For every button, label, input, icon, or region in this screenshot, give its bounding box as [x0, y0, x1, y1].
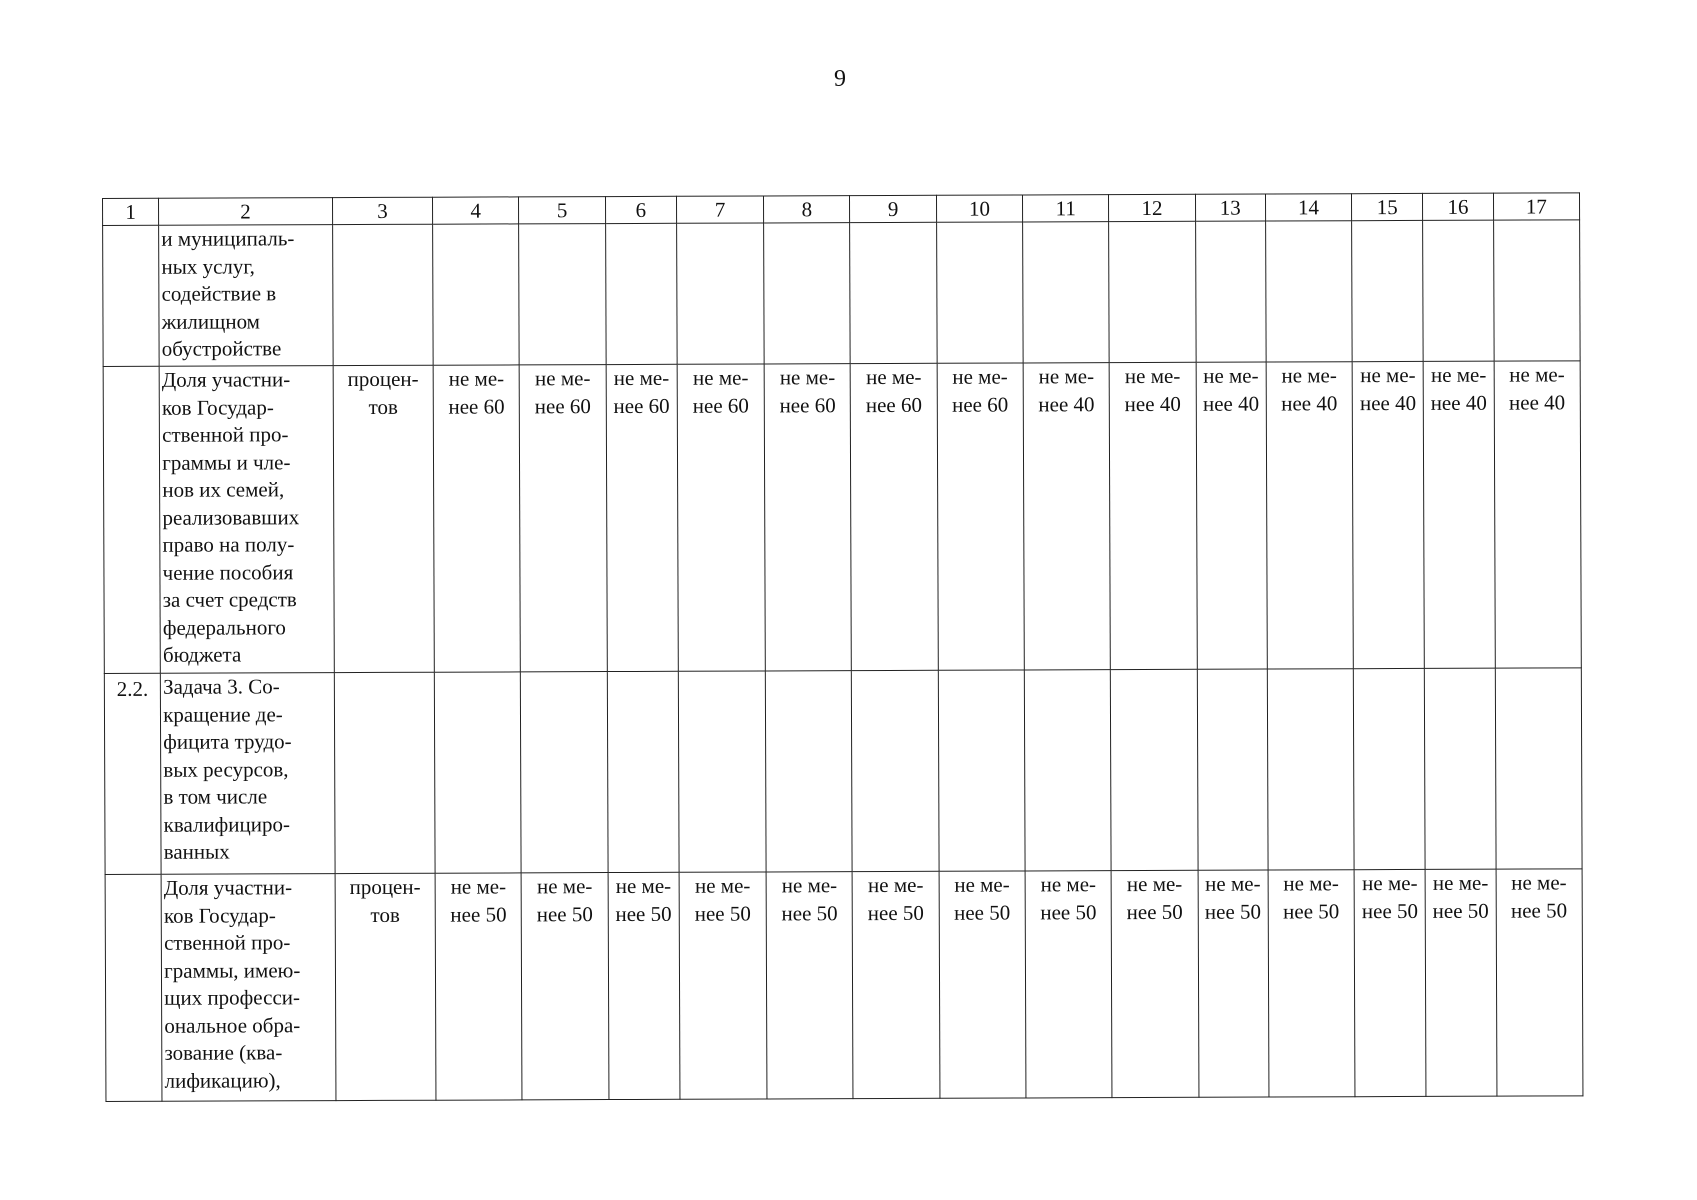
column-header: 6	[605, 196, 676, 223]
unit-cell: процен- тов	[333, 365, 435, 672]
value-cell	[1023, 222, 1110, 363]
column-header: 16	[1423, 193, 1493, 220]
value-cell	[936, 222, 1023, 363]
value-cell: не ме- нее 50	[679, 872, 767, 1099]
column-header: 14	[1265, 194, 1351, 221]
column-header: 12	[1109, 194, 1195, 221]
value-cell	[852, 670, 939, 871]
column-header: 8	[764, 196, 850, 223]
row-number	[103, 225, 160, 366]
value-cell	[1423, 220, 1494, 361]
value-cell: не ме- нее 50	[939, 871, 1026, 1098]
value-cell: не ме- нее 50	[521, 873, 608, 1100]
value-cell	[1109, 221, 1196, 362]
value-cell: не ме- нее 60	[606, 364, 678, 671]
value-cell	[519, 224, 606, 365]
indicator-description: Доля участни- ков Государ- ственной про- граммы, имею- щих професси- ональное обра- зование (ква- лификацию),	[161, 874, 335, 1102]
column-header: 10	[936, 195, 1022, 222]
value-cell: не ме- нее 60	[433, 365, 520, 672]
value-cell	[1495, 668, 1582, 869]
column-header: 13	[1195, 194, 1265, 221]
value-cell: не ме- нее 40	[1494, 361, 1582, 668]
column-header: 5	[519, 197, 605, 224]
unit-cell	[332, 224, 433, 365]
column-header: 4	[433, 197, 519, 224]
column-header: 11	[1023, 195, 1109, 222]
value-cell: не ме- нее 50	[1496, 869, 1583, 1096]
value-cell	[521, 672, 608, 873]
value-cell: не ме- нее 60	[851, 363, 938, 670]
value-cell: не ме- нее 50	[1025, 871, 1112, 1098]
value-cell	[1195, 221, 1266, 362]
value-cell: не ме- нее 60	[677, 364, 765, 671]
value-cell	[676, 223, 764, 364]
value-cell: не ме- нее 40	[1423, 361, 1494, 668]
page-number: 9	[834, 66, 846, 92]
value-cell	[765, 671, 852, 872]
value-cell	[433, 224, 520, 365]
indicators-table	[102, 192, 1583, 1102]
value-cell: не ме- нее 50	[766, 872, 853, 1099]
value-cell: не ме- нее 50	[435, 873, 522, 1100]
indicator-description: и муниципаль- ных услуг, содействие в жилищном обустройстве	[159, 225, 333, 367]
unit-cell	[334, 672, 435, 873]
table-row	[105, 869, 1583, 1102]
column-header: 2	[159, 198, 333, 226]
value-cell	[1197, 669, 1268, 870]
table-row	[103, 220, 1581, 367]
value-cell: не ме- нее 40	[1196, 362, 1267, 669]
column-header: 9	[850, 195, 936, 222]
value-cell: не ме- нее 50	[1268, 870, 1355, 1097]
value-cell: не ме- нее 60	[937, 363, 1024, 670]
table-row	[104, 668, 1582, 875]
value-cell: не ме- нее 60	[764, 364, 851, 671]
value-cell	[764, 223, 851, 364]
value-cell: не ме- нее 60	[520, 365, 607, 672]
value-cell	[1425, 668, 1496, 869]
column-header: 3	[332, 197, 432, 224]
column-header: 1	[103, 198, 159, 225]
indicator-description: Задача 3. Со- кращение де- фицита трудо- вых ресурсов, в том числе квалифициро- ванных	[161, 673, 335, 875]
value-cell	[1024, 670, 1111, 871]
value-cell	[1111, 669, 1198, 870]
value-cell	[605, 223, 677, 364]
value-cell: не ме- нее 40	[1109, 362, 1196, 669]
column-header: 17	[1493, 193, 1580, 220]
column-header: 7	[676, 196, 763, 223]
value-cell	[607, 671, 679, 872]
value-cell: не ме- нее 50	[1354, 869, 1426, 1096]
value-cell	[678, 671, 766, 872]
value-cell	[1493, 220, 1580, 361]
value-cell	[1353, 668, 1425, 869]
value-cell: не ме- нее 40	[1023, 363, 1110, 670]
table-row	[103, 361, 1581, 674]
unit-cell: процен- тов	[335, 873, 436, 1100]
value-cell	[1352, 220, 1424, 361]
value-cell: не ме- нее 50	[1111, 870, 1198, 1097]
value-cell: не ме- нее 50	[1198, 870, 1269, 1097]
value-cell	[850, 222, 937, 363]
value-cell	[1265, 221, 1352, 362]
value-cell	[938, 670, 1025, 871]
value-cell: не ме- нее 50	[608, 872, 680, 1099]
value-cell: не ме- нее 50	[1425, 869, 1496, 1096]
row-number	[103, 366, 160, 673]
row-number: 2.2.	[104, 673, 161, 874]
indicator-description: Доля участни- ков Государ- ственной про- граммы и чле- нов их семей, реализовавших право на полу- чение пособия за счет средств федерального бюджета	[159, 366, 334, 674]
column-header: 15	[1352, 193, 1423, 220]
value-cell: не ме- нее 40	[1266, 362, 1353, 669]
value-cell	[1267, 669, 1354, 870]
value-cell: не ме- нее 40	[1352, 361, 1424, 668]
row-number	[105, 874, 162, 1101]
value-cell	[434, 672, 521, 873]
value-cell: не ме- нее 50	[853, 871, 940, 1098]
